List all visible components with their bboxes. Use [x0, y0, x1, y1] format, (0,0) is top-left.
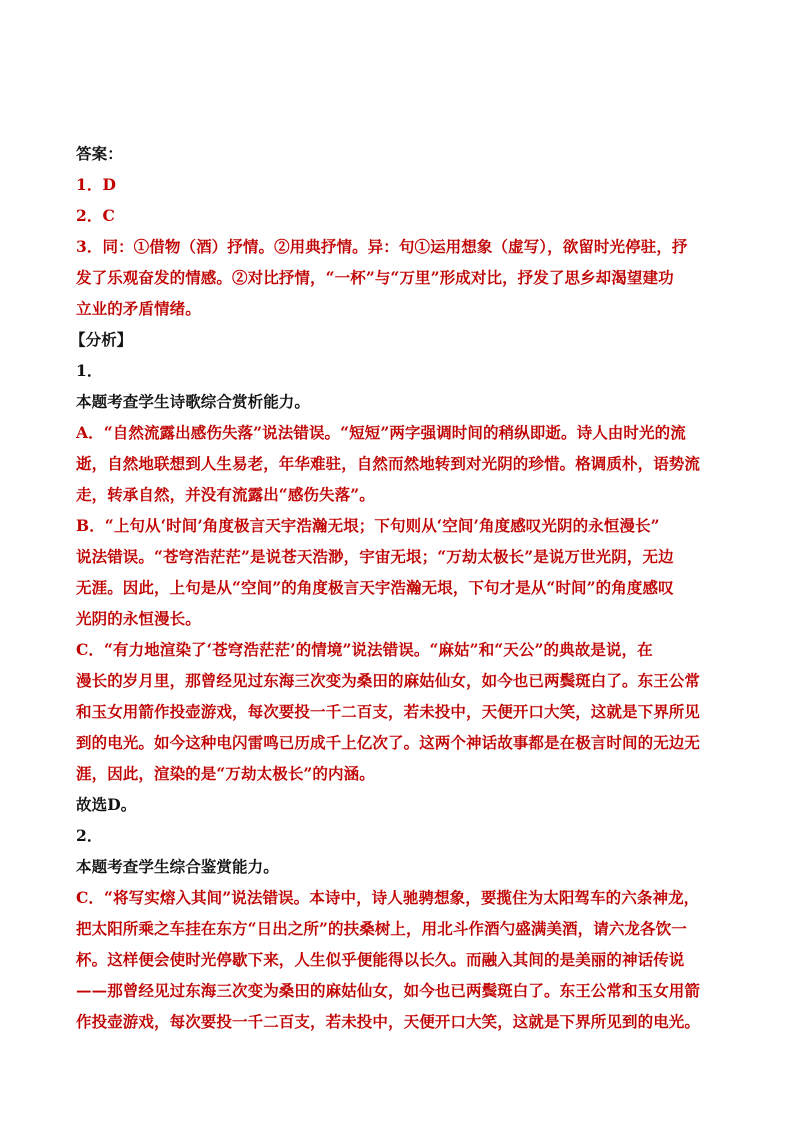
analysis-heading: 【分析】 — [70, 330, 133, 349]
analysis-line: 光阴的永恒漫长。 — [76, 609, 201, 628]
answer-item-3-line-1: 3．同：①借物（酒）抒情。②用典抒情。异：句①运用想象（虚写），欲留时光停驻，抒 — [76, 237, 688, 256]
answer-item-3-line-2: 发了乐观奋发的情感。②对比抒情，“一杯”与“万里”形成对比，抒发了思乡却渴望建功 — [76, 268, 674, 287]
analysis-line: 把太阳所乘之车挂在东方“日出之所”的扶桑树上，用北斗作酒勺盛满美酒，请六龙各饮一 — [76, 919, 687, 938]
analysis-line: 说法错误。“苍穹浩茫茫”是说苍天浩渺，宇宙无垠；“万劫太极长”是说万世光阴，无边 — [76, 547, 674, 566]
analysis-line: 漫长的岁月里，那曾经见过东海三次变为桑田的麻姑仙女，如今也已两鬓斑白了。东王公常 — [76, 671, 701, 690]
analysis-line: C．“将写实熔入其间”说法错误。本诗中，诗人驰骋想象，要揽住为太阳驾车的六条神龙， — [76, 888, 700, 907]
analysis-line: B．“上句从‘时间’角度极言天宇浩瀚无垠；下句则从‘空间’角度感叹光阴的永恒漫长” — [76, 516, 660, 535]
answer-heading: 答案： — [76, 144, 123, 163]
analysis-line: ——那曾经见过东海三次变为桑田的麻姑仙女，如今也已两鬓斑白了。东王公常和玉女用箭 — [76, 981, 701, 1000]
analysis-line: 本题考查学生诗歌综合赏析能力。 — [76, 392, 311, 411]
analysis-line: 无涯。因此，上句是从“空间”的角度极言天宇浩瀚无垠，下句才是从“时间”的角度感叹 — [76, 578, 674, 597]
analysis-line: 故选D。 — [76, 795, 137, 814]
analysis-line: 涯，因此，渲染的是“万劫太极长”的内涵。 — [76, 764, 375, 783]
analysis-line: 作投壶游戏，每次要投一千二百支，若未投中，天便开口大笑，这就是下界所见到的电光。 — [76, 1012, 701, 1031]
analysis-line: 2． — [76, 826, 103, 845]
analysis-line: 走，转承自然，并没有流露出“感伤失落”。 — [76, 485, 375, 504]
analysis-line: 到的电光。如今这种电闪雷鸣已历成千上亿次了。这两个神话故事都是在极言时间的无边无 — [76, 733, 701, 752]
analysis-line: A．“自然流露出感伤失落”说法错误。“短短”两字强调时间的稍纵即逝。诗人由时光的流 — [76, 423, 686, 442]
document-body — [70, 138, 724, 1037]
analysis-line: 1． — [76, 361, 103, 380]
analysis-line: 本题考查学生综合鉴赏能力。 — [76, 857, 279, 876]
answer-item-3-line-3: 立业的矛盾情绪。 — [76, 299, 201, 318]
analysis-line: 和玉女用箭作投壶游戏，每次要投一千二百支，若未投中，天便开口大笑，这就是下界所见 — [76, 702, 701, 721]
answer-item-2: 2．C — [76, 206, 115, 225]
analysis-line: 逝，自然地联想到人生易老，年华难驻，自然而然地转到对光阴的珍惜。格调质朴，语势流 — [76, 454, 701, 473]
analysis-line: C．“有力地渲染了‘苍穹浩茫茫’的情境”说法错误。“麻姑”和“天公”的典故是说，在 — [76, 640, 653, 659]
analysis-line: 杯。这样便会使时光停歇下来，人生似乎便能得以长久。而融入其间的是美丽的神话传说 — [76, 950, 685, 969]
answer-item-1: 1．D — [76, 175, 117, 194]
